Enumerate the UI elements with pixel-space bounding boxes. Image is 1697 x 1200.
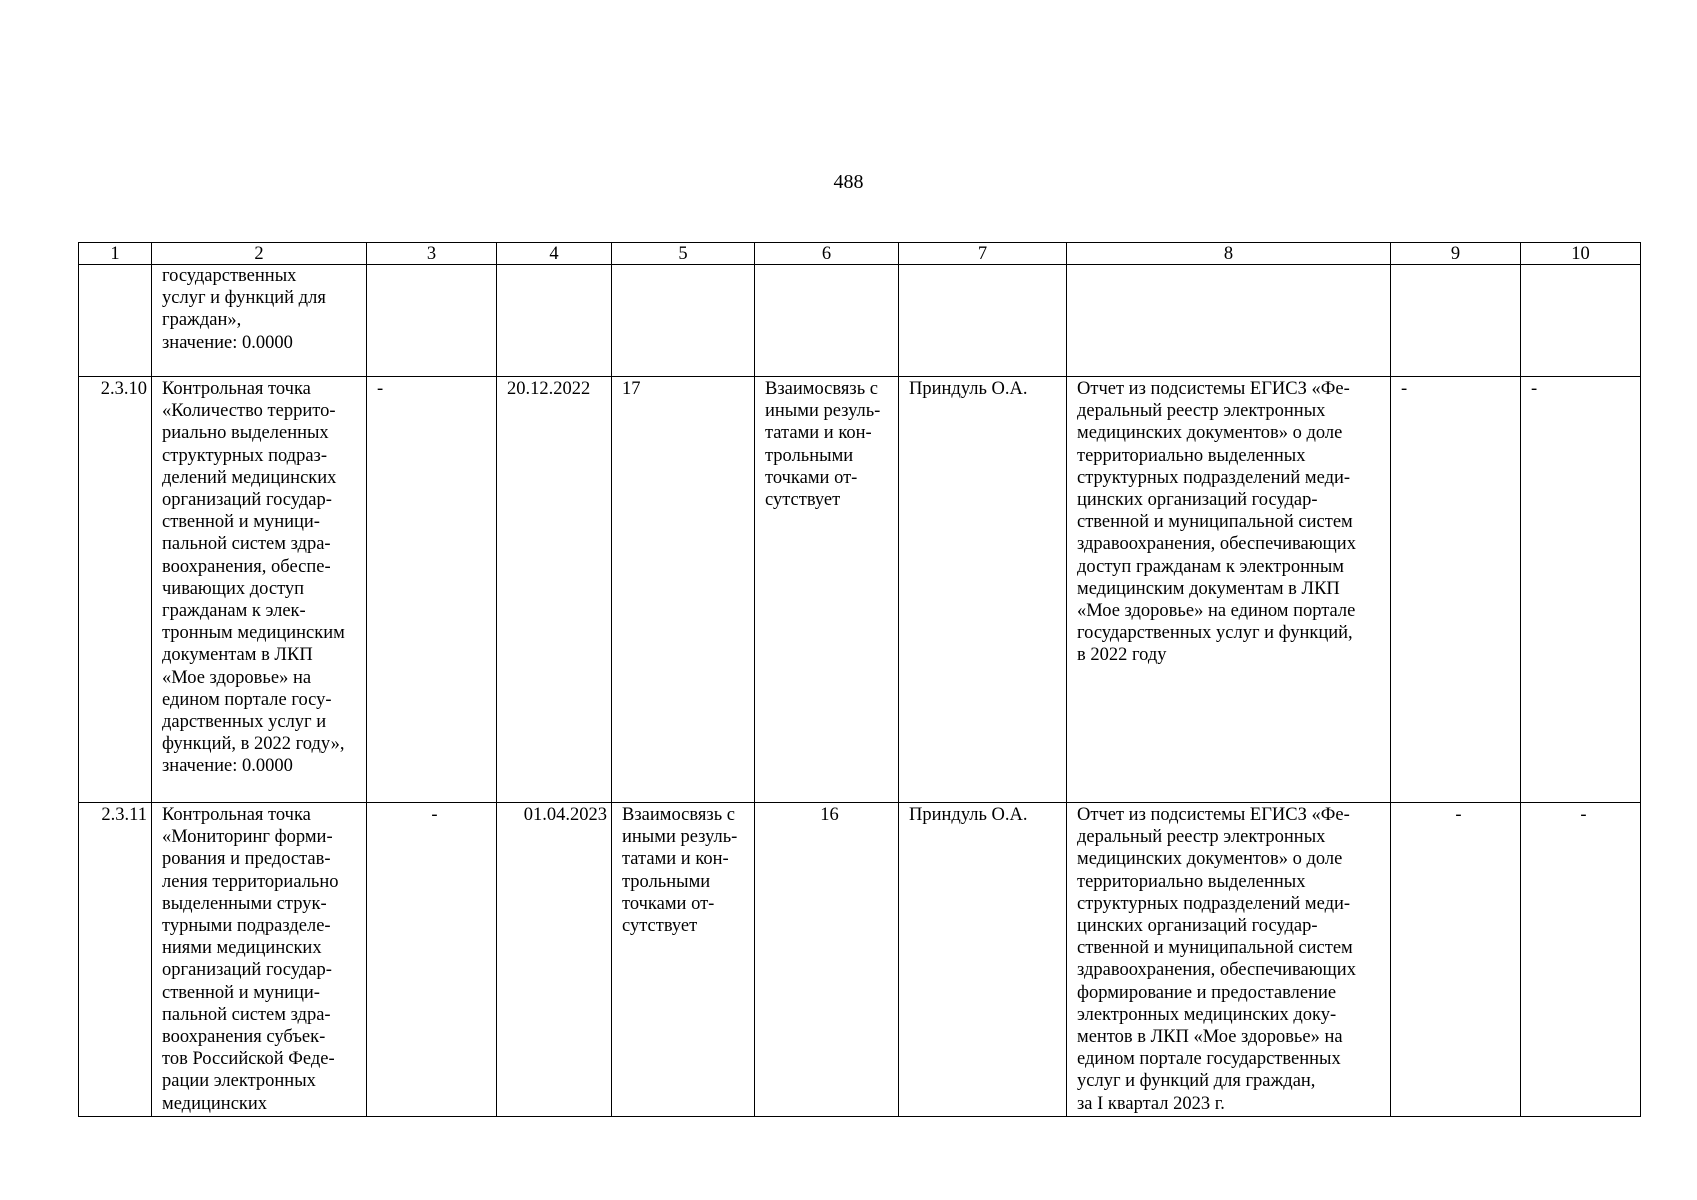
cell-col6 <box>755 265 899 377</box>
cell-col5 <box>612 803 755 1117</box>
text-line: 16 <box>820 805 839 825</box>
cell-num <box>79 265 152 377</box>
text-line: ственной и муниципальной систем <box>1077 938 1353 959</box>
table-row <box>79 803 1641 1117</box>
text-line: структурных подразделений меди- <box>1077 893 1351 914</box>
text-line: иными резуль- <box>765 401 881 422</box>
text-line: за I квартал 2023 г. <box>1077 1093 1225 1114</box>
text-line: Контрольная точка <box>162 379 311 399</box>
cell-col9: - <box>1391 377 1521 803</box>
header-cell-1: 1 <box>79 243 152 265</box>
text-line: ственной и муниципальной систем <box>1077 512 1353 533</box>
text-line: тов Российской Феде- <box>162 1049 335 1070</box>
text-line: сутствует <box>765 490 841 511</box>
text-line: трольными <box>765 445 854 466</box>
header-row <box>79 243 1641 265</box>
text-line: ментов в ЛКП «Мое здоровье» на <box>1077 1027 1343 1048</box>
header-cell-5: 5 <box>612 243 755 265</box>
text-line: медицинских <box>162 1093 268 1114</box>
text-line: значение: 0.0000 <box>162 756 293 777</box>
text-line: рования и предостав- <box>162 849 331 870</box>
text-line: деральный реестр электронных <box>1077 401 1326 422</box>
text-line: Отчет из подсистемы ЕГИСЗ «Фе- <box>1077 805 1350 825</box>
cell-responsible: Приндуль О.А. <box>899 803 1067 1117</box>
text-line: организаций государ- <box>162 960 332 981</box>
header-cell-10: 10 <box>1521 243 1641 265</box>
cell-col3 <box>367 265 497 377</box>
text-line: услуг и функций для <box>162 288 326 309</box>
text-line: организаций государ- <box>162 490 332 511</box>
header-cell-2: 2 <box>152 243 367 265</box>
text-line: услуг и функций для граждан, <box>1077 1071 1316 1092</box>
text-line: государственных услуг и функций, <box>1077 623 1353 644</box>
text-line: здравоохранения, обеспечивающих <box>1077 534 1356 555</box>
text-line: татами и кон- <box>765 423 872 444</box>
cell-report <box>1067 377 1391 803</box>
text-line: дарственных услуг и <box>162 712 327 733</box>
text-line: выделенными струк- <box>162 893 327 914</box>
cell-col7 <box>899 265 1067 377</box>
text-line: Отчет из подсистемы ЕГИСЗ «Фе- <box>1077 379 1350 399</box>
text-line: формирование и предоставление <box>1077 982 1337 1003</box>
header-cell-9: 9 <box>1391 243 1521 265</box>
cell-col10 <box>1521 265 1641 377</box>
text-line: территориально выделенных <box>1077 871 1306 892</box>
control-points-table <box>78 242 1641 1117</box>
text-line: делений медицинских <box>162 467 337 488</box>
text-line: ственной и муници- <box>162 512 320 533</box>
header-cell-4: 4 <box>497 243 612 265</box>
cell-num: 2.3.11 <box>79 803 152 1117</box>
text-line: едином портале госу- <box>162 689 332 710</box>
cell-col5 <box>612 377 755 803</box>
text-line: иными резуль- <box>622 827 738 848</box>
text-line: деральный реестр электронных <box>1077 827 1326 848</box>
text-line: пальной систем здра- <box>162 1004 331 1025</box>
text-line: точками от- <box>765 467 858 488</box>
text-line: цинских организаций государ- <box>1077 916 1318 937</box>
text-line: документам в ЛКП <box>162 645 313 666</box>
text-line: медицинским документам в ЛКП <box>1077 578 1340 599</box>
text-line: доступ гражданам к электронным <box>1077 556 1345 577</box>
text-line: чивающих доступ <box>162 578 305 599</box>
text-line: медицинских документов» о доле <box>1077 423 1343 444</box>
cell-description <box>152 377 367 803</box>
cell-col9 <box>1391 265 1521 377</box>
text-line: в 2022 году <box>1077 645 1167 666</box>
text-line: функций, в 2022 году», <box>162 734 345 755</box>
table-row-continuation <box>79 265 1641 377</box>
text-line: сутствует <box>622 916 698 937</box>
cell-date: 01.04.2023 <box>497 803 612 1117</box>
text-line: едином портале государственных <box>1077 1049 1341 1070</box>
header-cell-3: 3 <box>367 243 497 265</box>
cell-col6 <box>755 803 899 1117</box>
cell-col3: - <box>367 803 497 1117</box>
text-line: воохранения субъек- <box>162 1027 326 1048</box>
cell-description <box>152 803 367 1117</box>
cell-col5 <box>612 265 755 377</box>
text-line: Взаимосвязь с <box>765 379 878 399</box>
cell-col10: - <box>1521 803 1641 1117</box>
text-line: медицинских документов» о доле <box>1077 849 1343 870</box>
text-line: 17 <box>622 379 641 399</box>
text-line: татами и кон- <box>622 849 729 870</box>
text-line: электронных медицинских доку- <box>1077 1004 1337 1025</box>
text-line: Взаимосвязь с <box>622 805 735 825</box>
text-line: «Количество террито- <box>162 401 336 422</box>
text-line: здравоохранения, обеспечивающих <box>1077 960 1356 981</box>
header-cell-8: 8 <box>1067 243 1391 265</box>
page-number: 488 <box>833 171 864 193</box>
text-line: турными подразделе- <box>162 916 331 937</box>
cell-col10: - <box>1521 377 1641 803</box>
text-line: структурных подразделений меди- <box>1077 467 1351 488</box>
text-line: воохранения, обеспе- <box>162 556 331 577</box>
text-line: «Мое здоровье» на едином портале <box>1077 601 1356 622</box>
text-line: гражданам к элек- <box>162 601 306 622</box>
text-line: ниями медицинских <box>162 938 322 959</box>
text-line: риально выделенных <box>162 423 329 444</box>
text-line: тронным медицинским <box>162 623 345 644</box>
text-line: Контрольная точка <box>162 805 311 825</box>
cell-date: 20.12.2022 <box>497 377 612 803</box>
header-cell-7: 7 <box>899 243 1067 265</box>
table-row <box>79 377 1641 803</box>
cell-report <box>1067 803 1391 1117</box>
text-line: «Мое здоровье» на <box>162 667 312 688</box>
text-line: цинских организаций государ- <box>1077 490 1318 511</box>
text-line: граждан», <box>162 310 242 331</box>
text-line: структурных подраз- <box>162 445 328 466</box>
cell-col6 <box>755 377 899 803</box>
text-line: рации электронных <box>162 1071 316 1092</box>
cell-col9: - <box>1391 803 1521 1117</box>
cell-num: 2.3.10 <box>79 377 152 803</box>
cell-col8 <box>1067 265 1391 377</box>
text-line: пальной систем здра- <box>162 534 331 555</box>
cell-description <box>152 265 367 377</box>
cell-responsible: Приндуль О.А. <box>899 377 1067 803</box>
text-line: государственных <box>162 266 297 286</box>
text-line: территориально выделенных <box>1077 445 1306 466</box>
text-line: трольными <box>622 871 711 892</box>
text-line: точками от- <box>622 893 715 914</box>
header-cell-6: 6 <box>755 243 899 265</box>
text-line: значение: 0.0000 <box>162 332 293 353</box>
text-line: «Мониторинг форми- <box>162 827 333 848</box>
cell-col4 <box>497 265 612 377</box>
cell-col3: - <box>367 377 497 803</box>
text-line: ления территориально <box>162 871 339 892</box>
text-line: ственной и муници- <box>162 982 320 1003</box>
